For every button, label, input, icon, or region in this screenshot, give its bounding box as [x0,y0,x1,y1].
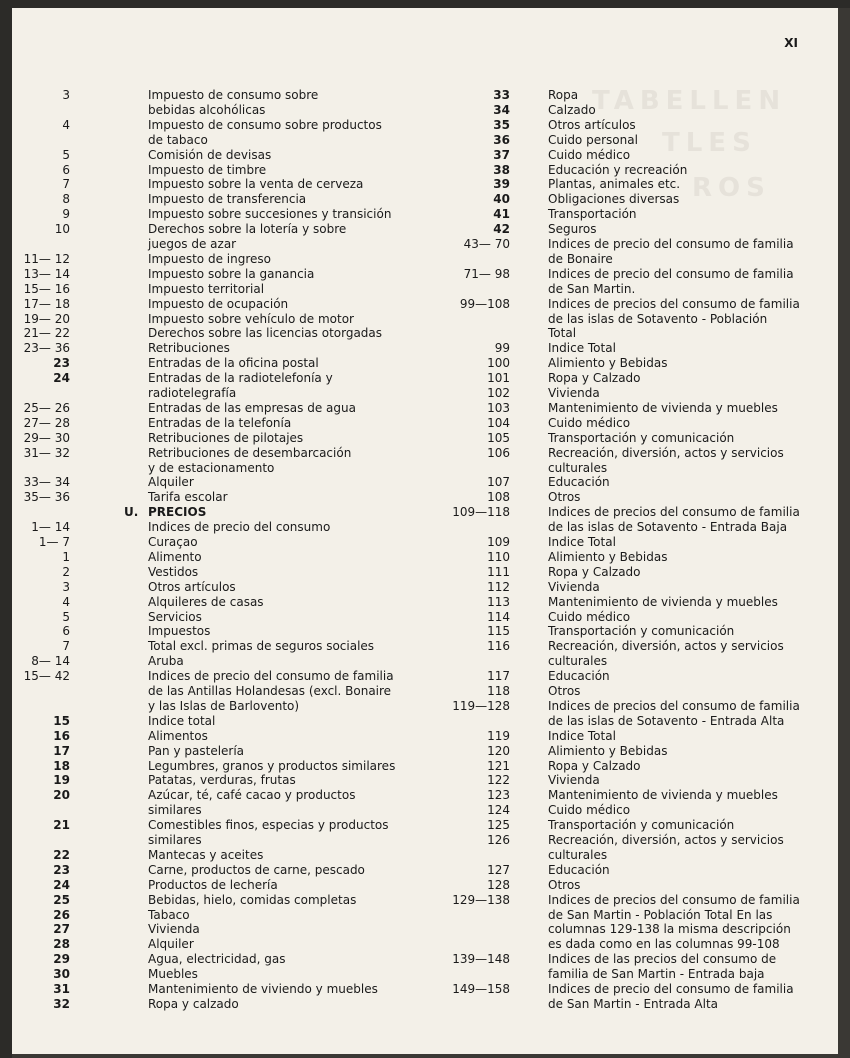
entry-description: Indices de precio del consumo de familia [148,669,394,684]
entry-ref: 20 [53,788,70,803]
entry-ref: 41 [493,207,510,222]
entry-ref: 129—138 [452,892,510,907]
entry-description: culturales [548,460,608,475]
entry-description: Otros artículos [548,117,636,132]
entry-ref: 35 [493,117,510,132]
entry-description: Alquileres de casas [148,594,264,609]
entry-ref: 99—108 [459,296,510,311]
entry-ref: 16 [53,728,70,743]
section-title: PRECIOS [148,505,207,520]
entry-ref: 38 [493,162,510,177]
entry-ref: 25— 26 [23,400,70,415]
entry-ref: 112 [487,579,510,594]
entry-description: Entradas de la oficina postal [148,356,319,371]
entry-ref: 125 [487,818,510,833]
entry-ref: 21 [53,818,70,833]
entry-description: Indice Total [548,728,616,743]
entry-description: Mantenimiento de vivienda y muebles [548,594,778,609]
entry-ref: 43— 70 [463,237,510,251]
entry-description: Mantecas y aceites [148,847,264,862]
show-through-text: TABELLEN [592,86,787,116]
entry-description: radiotelegrafía [148,386,237,400]
entry-description: culturales [548,654,608,669]
entry-ref: 17 [53,743,70,758]
entry-description: Retribuciones de pilotajes [148,430,304,445]
entry-description: Vestidos [148,564,199,579]
entry-ref: 36 [493,132,510,147]
entry-ref: 39 [493,177,510,192]
entry-ref: 2 [62,564,70,579]
entry-description: Pan y pastelería [148,743,245,758]
entry-description: de las Antillas Holandesas (excl. Bonaire [148,684,392,698]
entry-description: Indices de precio del consumo de familia [548,266,794,281]
show-through-text: TLES [662,128,757,158]
entry-description: Indices de precios del consumo de familia [548,505,800,520]
entry-description: Indices de precios del consumo de familia [548,296,800,311]
entry-ref: 5 [62,609,70,624]
entry-description: Transportación y comunicación [548,818,735,833]
entry-description: Comisión de devisas [148,147,272,162]
entry-description: Alimentos [148,728,208,743]
entry-ref: 31 [53,982,70,996]
entry-description: Agua, electricidad, gas [148,952,286,967]
entry-description: Alimiento y Bebidas [548,743,668,758]
entry-description: de las islas de Sotavento - Población [548,311,768,326]
entry-description: Alimento [148,549,202,564]
entry-description: Indices de las precios del consumo de [548,952,777,967]
entry-ref: 15— 16 [23,281,70,296]
entry-ref: 32 [53,996,70,1011]
entry-description: Curaçao [148,535,198,549]
entry-description: Productos de lechería [148,877,278,892]
entry-description: Impuesto de consumo sobre [148,88,319,102]
entry-description: Indice total [148,713,216,728]
entry-description: Impuesto de transferencia [148,192,307,207]
entry-description: Mantenimiento de vivienda y muebles [548,788,778,803]
entry-description: Ropa y Calzado [548,371,641,386]
entry-description: Seguros [548,222,597,237]
entry-description: Vivienda [548,579,600,594]
entry-ref: 27 [53,922,70,937]
show-through-text: ROS [692,173,771,203]
entry-description: Muebles [148,967,198,982]
entry-description: Impuesto de consumo sobre productos [148,117,382,132]
entry-description: Retribuciones [148,341,230,356]
entry-description: Indices de precio del consumo de familia [548,982,794,996]
entry-ref: 10 [54,222,70,237]
entry-description: Cuido médico [548,415,631,430]
entry-description: de San Martin. [548,281,636,296]
entry-description: Impuesto sobre vehículo de motor [148,311,354,326]
entry-ref: 127 [487,862,510,877]
entry-description: Derechos sobre la lotería y sobre [148,222,347,237]
entry-description: Otros [548,684,581,698]
entry-description: Cuido médico [548,803,631,818]
entry-description: Azúcar, té, café cacao y productos [148,788,356,803]
entry-description: Mantenimiento de viviendo y muebles [148,982,378,996]
entry-ref: 33— 34 [23,475,70,490]
entry-description: Recreación, diversión, actos y servicios [548,445,784,460]
entry-description: Impuesto sobre la ganancia [148,266,315,281]
entry-description: Total excl. primas de seguros sociales [148,639,375,654]
entry-description: Recreación, diversión, actos y servicios [548,833,784,847]
entry-description: Impuestos [148,624,211,639]
entry-description: Transportación [548,207,637,222]
entry-ref: 42 [493,222,510,237]
entry-description: Bebidas, hielo, comidas completas [148,892,357,907]
entry-description: Entradas de las empresas de agua [148,400,356,415]
entry-description: Total [548,326,577,341]
entry-description: Transportación y comunicación [548,430,735,445]
entry-ref: 31— 32 [23,445,70,460]
entry-description: Comestibles finos, especias y productos [148,818,389,833]
entry-ref: 23— 36 [23,341,70,356]
entry-description: Impuesto de timbre [148,162,267,177]
entry-ref: 149—158 [452,982,510,996]
entry-ref: 103 [487,400,510,415]
entry-ref: 15 [53,713,70,728]
entry-ref: 128 [487,877,510,892]
entry-description: similares [148,833,202,847]
entry-description: Mantenimiento de vivienda y muebles [548,400,778,415]
entry-ref: 13— 14 [23,266,70,281]
entry-ref: 5 [62,147,70,162]
entry-ref: 23 [53,862,70,877]
entry-ref: 119—128 [452,698,510,713]
entry-ref: 117 [487,669,510,684]
entry-description: Cuido médico [548,147,631,162]
entry-ref: 21— 22 [23,326,70,341]
entry-description: Impuesto de ocupación [148,296,289,311]
entry-ref: 122 [487,773,510,788]
entry-description: de las islas de Sotavento - Entrada Baja [548,520,788,535]
entry-description: Impuesto sobre la venta de cerveza [148,177,364,192]
entry-ref: 7 [62,639,70,654]
entry-description: Patatas, verduras, frutas [148,773,296,788]
entry-ref: 6 [62,162,70,177]
entry-description: Carne, productos de carne, pescado [148,862,365,877]
entry-description: Vivienda [148,922,200,937]
entry-description: Cuido médico [548,609,631,624]
entry-ref: 114 [487,609,510,624]
entry-description: Entradas de la radiotelefonía y [148,371,333,386]
entry-ref: 15— 42 [23,669,70,684]
entry-ref: 139—148 [452,952,510,967]
entry-ref: 1— 7 [38,535,70,549]
entry-description: Plantas, animales etc. [548,177,681,192]
entry-ref: 100 [487,356,510,371]
top-edge [0,0,850,8]
entry-ref: 30 [53,967,70,982]
entry-ref: 19 [53,773,70,788]
entry-description: Otros artículos [148,579,236,594]
entry-ref: 115 [487,624,510,639]
entry-ref: 24 [53,877,70,892]
entry-description: Indices de precios del consumo de familia [548,698,800,713]
entry-description: Educación [548,475,610,490]
entry-description: Ropa y Calzado [548,564,641,579]
entry-description: Educación [548,669,610,684]
entry-description: columnas 129-138 la misma descripción [548,922,791,937]
entry-ref: 18 [53,758,70,773]
entry-description: de las islas de Sotavento - Entrada Alta [548,713,785,728]
entry-description: Indices de precio del consumo de familia [548,237,794,251]
entry-description: Servicios [148,609,202,624]
entry-description: Indices de precio del consumo [148,520,331,535]
entry-ref: 3 [62,579,70,594]
entry-ref: 35— 36 [23,490,70,505]
entry-ref: 34 [493,102,510,117]
entry-ref: 40 [493,192,510,207]
entry-ref: 26 [53,907,70,922]
entry-ref: 7 [62,177,70,192]
entry-ref: 3 [62,88,70,102]
entry-ref: 23 [53,356,70,371]
entry-ref: 121 [487,758,510,773]
entry-description: Retribuciones de desembarcación [148,445,352,460]
entry-ref: 24 [53,371,70,386]
entry-description: familia de San Martin - Entrada baja [548,967,765,982]
document-page [12,8,838,1054]
entry-ref: 19— 20 [23,311,70,326]
entry-description: de Bonaire [548,251,613,266]
entry-description: Alquiler [148,475,194,490]
entry-ref: 8 [62,192,70,207]
entry-ref: 124 [487,803,510,818]
entry-description: Entradas de la telefonía [148,415,292,430]
entry-description: Impuesto de ingreso [148,251,271,266]
entry-ref: 4 [62,594,70,609]
entry-description: y de estacionamento [148,460,275,475]
entry-ref: 120 [487,743,510,758]
entry-description: Aruba [148,654,184,669]
entry-ref: 126 [487,833,510,847]
entry-ref: 6 [62,624,70,639]
entry-ref: 27— 28 [23,415,70,430]
entry-description: Derechos sobre las licencias otorgadas [148,326,383,341]
entry-description: Transportación y comunicación [548,624,735,639]
entry-description: Vivienda [548,773,600,788]
entry-ref: 28 [53,937,70,952]
entry-ref: 102 [487,386,510,400]
entry-description: Calzado [548,102,596,117]
entry-ref: 9 [62,207,70,222]
entry-ref: 108 [487,490,510,505]
entry-ref: 29 [53,952,70,967]
entry-ref: 110 [487,549,510,564]
entry-description: Educación y recreación [548,162,688,177]
entry-description: Ropa [548,88,579,102]
entry-ref: 118 [487,684,510,698]
entry-ref: 1 [62,549,70,564]
entry-ref: 123 [487,788,510,803]
entry-description: similares [148,803,202,818]
entry-ref: 111 [487,564,510,579]
entry-description: Educación [548,862,610,877]
entry-ref: 33 [493,88,510,102]
entry-ref: 113 [487,594,510,609]
entry-ref: 101 [487,371,510,386]
entry-ref: 4 [62,117,70,132]
entry-ref: 71— 98 [463,266,510,281]
entry-ref: 22 [53,847,70,862]
entry-description: Otros [548,877,581,892]
entry-description: Cuido personal [548,132,638,147]
entry-description: Alimiento y Bebidas [548,549,668,564]
entry-description: y las Islas de Barlovento) [148,698,300,713]
entry-description: Indice Total [548,341,616,356]
entry-ref: 17— 18 [23,296,70,311]
entry-description: Impuesto sobre succesiones y transición [148,207,392,222]
entry-description: culturales [548,847,608,862]
entry-description: Ropa y calzado [148,996,239,1011]
entry-ref: 8— 14 [31,654,70,669]
entry-description: es dada como en las columnas 99-108 [548,937,780,952]
entry-ref: 106 [487,445,510,460]
entry-description: Ropa y Calzado [548,758,641,773]
entry-ref: 119 [487,728,510,743]
entry-description: Recreación, diversión, actos y servicios [548,639,784,654]
entry-description: Indice Total [548,535,616,549]
entry-ref: 11— 12 [23,251,70,266]
entry-description: Indices de precios del consumo de familia [548,892,800,907]
entry-ref: 105 [487,430,510,445]
entry-description: Alimiento y Bebidas [548,356,668,371]
entry-description: Tabaco [148,907,190,922]
entry-description: de tabaco [148,132,208,147]
entry-description: Otros [548,490,581,505]
entry-ref: 109—118 [452,505,510,520]
entry-ref: 107 [487,475,510,490]
section-letter: U. [124,505,139,520]
entry-description: Tarifa escolar [148,490,228,505]
entry-description: Obligaciones diversas [548,192,680,207]
entry-ref: 25 [53,892,70,907]
entry-description: Alquiler [148,937,194,952]
entry-ref: 109 [487,535,510,549]
entry-description: juegos de azar [148,237,237,251]
entry-description: bebidas alcohólicas [148,102,266,117]
entry-ref: 37 [493,147,510,162]
entry-description: Impuesto territorial [148,281,265,296]
entry-ref: 29— 30 [23,430,70,445]
entry-ref: 116 [487,639,510,654]
page-number: XI [784,36,798,50]
entry-description: de San Martin - Entrada Alta [548,996,719,1011]
entry-ref: 104 [487,415,510,430]
book-binding [0,0,12,1058]
entry-ref: 99 [494,341,510,356]
entry-description: de San Martin - Población Total En las [548,907,773,922]
entry-ref: 1— 14 [31,520,70,535]
entry-description: Legumbres, granos y productos similares [148,758,396,773]
entry-description: Vivienda [548,386,600,400]
